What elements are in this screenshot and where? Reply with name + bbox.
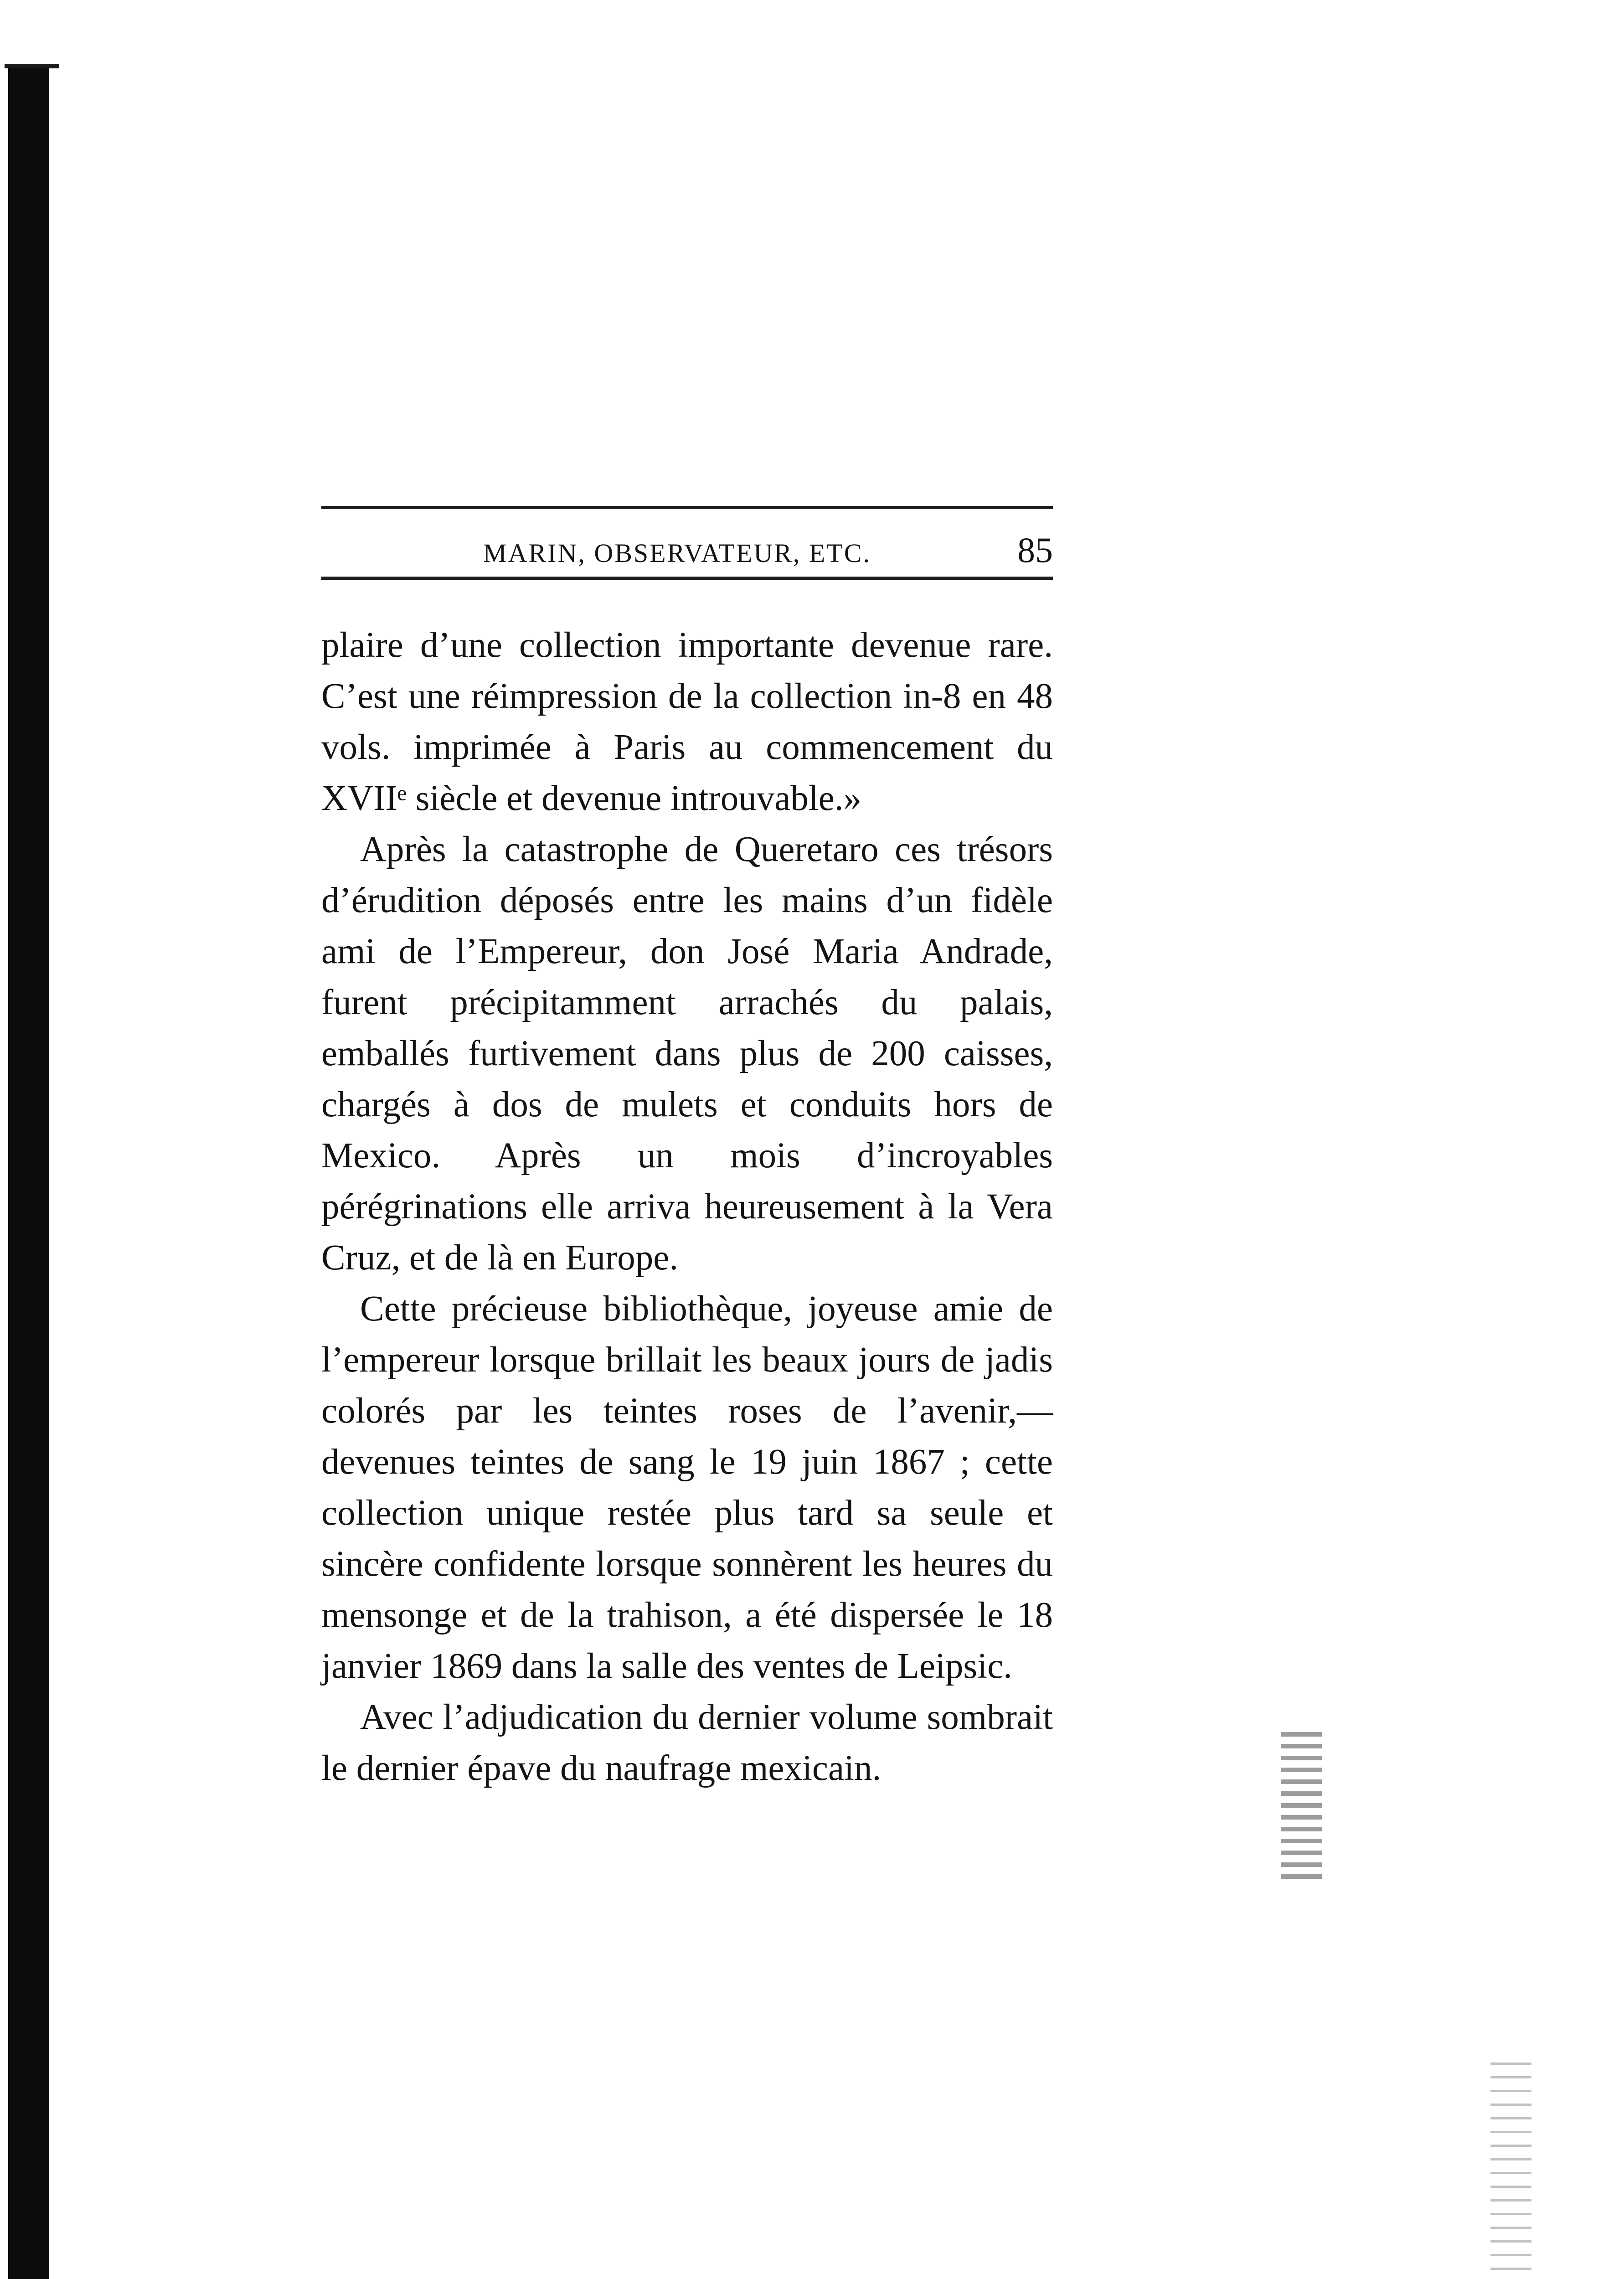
page-header (321, 509, 1053, 577)
header-bottom-rule (321, 577, 1053, 580)
scan-noise-right (1490, 2051, 1531, 2279)
paragraph: Après la catastrophe de Queretaro ces trésors d’érudition déposés entre les mains d’un fidèle ami de l’Empereur, don José Maria Andrade, furent précipitamment arrachés du palais, emballés furtivement dans plus de 200 caisses, chargés à dos de mulets et conduits hors de Mexico. Après un mois d’incroyables pérégrinations elle arriva heureusement à la Vera Cruz, et de là en Europe. (321, 830, 1053, 1278)
body-text (321, 620, 1053, 1794)
binding-edge (8, 64, 49, 2279)
paragraph: Avec l’adjudication du dernier volume sombrait le dernier épave du naufrage mexicain. (321, 1697, 1053, 1788)
running-head: MARIN, OBSERVATEUR, ETC. (483, 538, 871, 568)
paragraph: plaire d’une collection importante devenue rare. C’est une réimpression de la collection in-8 en 48 vols. imprimée à Paris au commencement du XVIIᵉ siècle et devenue introuvable.» (321, 625, 1053, 818)
page-number: 85 (1017, 530, 1053, 570)
book-page (321, 506, 1053, 1794)
binding-edge-cap (5, 64, 59, 68)
paragraph: Cette précieuse bibliothèque, joyeuse amie de l’empereur lorsque brillait les beaux jours de jadis colorés par les teintes roses de l’avenir,— devenues teintes de sang le 19 juin 1867 ; cette collection unique restée plus tard sa seule et sincère confidente lorsque sonnèrent les heures du mensonge et de la trahison, a été dispersée le 18 janvier 1869 dans la salle des ventes de Leipsic. (321, 1289, 1053, 1686)
scan-specks (1281, 1732, 1322, 1882)
header-top-rule (321, 506, 1053, 509)
